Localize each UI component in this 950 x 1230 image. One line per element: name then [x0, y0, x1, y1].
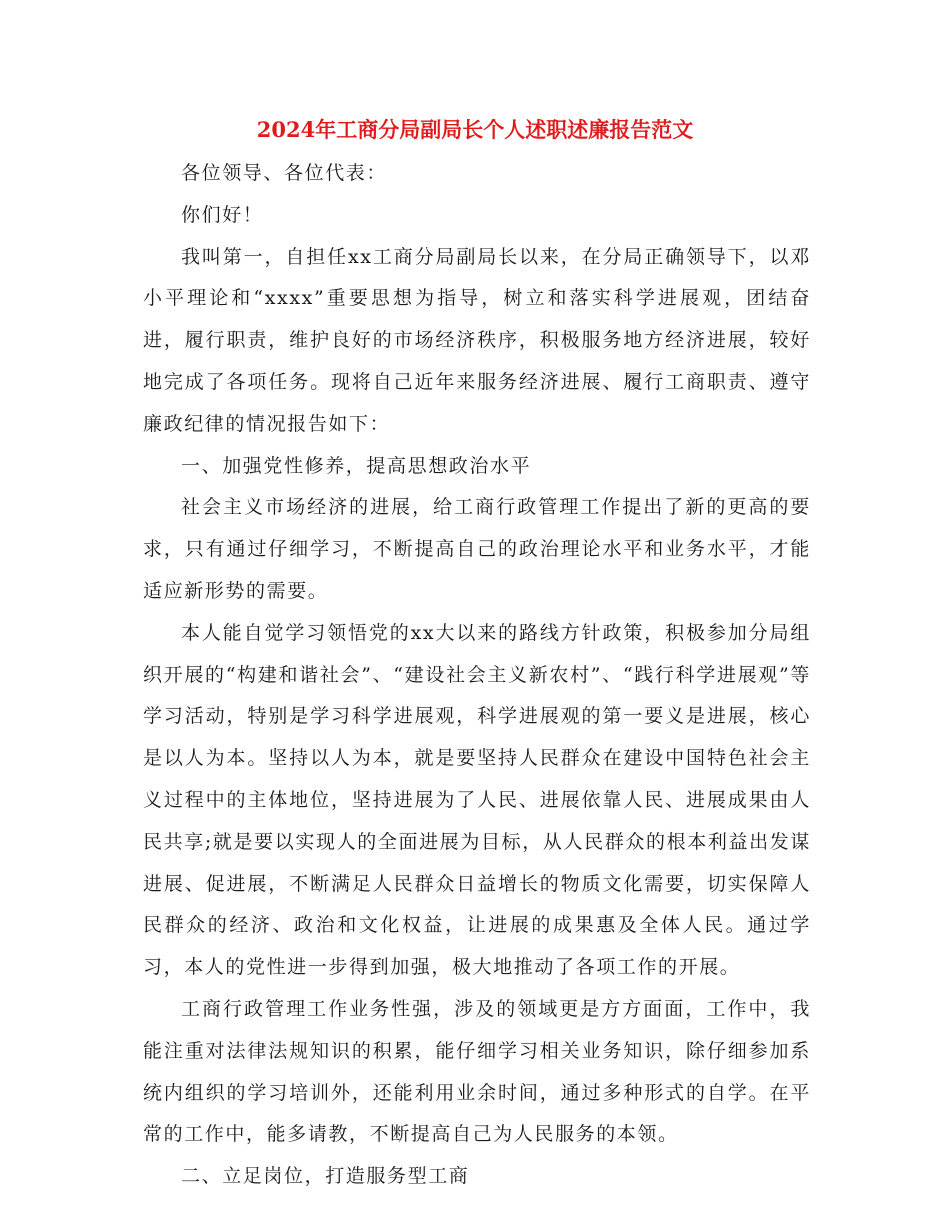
section-heading-1: 一、加强党性修养，提高思想政治水平 [181, 454, 532, 477]
greeting: 你们好！ [181, 203, 264, 226]
section-heading-2: 二、立足岗位，打造服务型工商 [181, 1165, 470, 1188]
body-paragraph: 工商行政管理工作业务性强，涉及的领域更是方方面面，工作中，我能注重对法律法规知识的积累，能仔细学习相关业务知识，除仔细参加系统内组织的学习培训外，还能利用业余时间，通过多种形式的自学。在平常的工作中，能多请教，不断提高自己为人民服务的本领。 [143, 997, 811, 1146]
document-body [143, 153, 811, 1198]
document-title: 2024年工商分局副局长个人述职述廉报告范文 [256, 117, 694, 142]
intro-paragraph: 我叫第一，自担任xx工商分局副局长以来，在分局正确领导下，以邓小平理论和“xxxx”重要思想为指导，树立和落实科学进展观，团结奋进，履行职责，维护良好的市场经济秩序，积极服务地方经济进展，较好地完成了各项任务。现将自己近年来服务经济进展、履行工商职责、遵守廉政纪律的情况报告如下： [143, 245, 811, 435]
salutation: 各位领导、各位代表： [181, 162, 388, 184]
body-paragraph: 社会主义市场经济的进展，给工商行政管理工作提出了新的更高的要求，只有通过仔细学习，不断提高自己的政治理论水平和业务水平，才能适应新形势的需要。 [143, 496, 811, 602]
body-paragraph: 本人能自觉学习领悟党的xx大以来的路线方针政策，积极参加分局组织开展的“构建和谐社会”、“建设社会主义新农村”、“践行科学进展观”等学习活动，特别是学习科学进展观，科学进展观的第一要义是进展，核心是以人为本。坚持以人为本，就是要坚持人民群众在建设中国特色社会主义过程中的主体地位，坚持进展为了人民、进展依靠人民、进展成果由人民共享;就是要以实现人的全面进展为目标，从人民群众的根本利益出发谋进展、促进展，不断满足人民群众日益增长的物质文化需要，切实保障人民群众的经济、政治和文化权益，让进展的成果惠及全体人民。通过学习，本人的党性进一步得到加强，极大地推动了各项工作的开展。 [143, 621, 811, 979]
